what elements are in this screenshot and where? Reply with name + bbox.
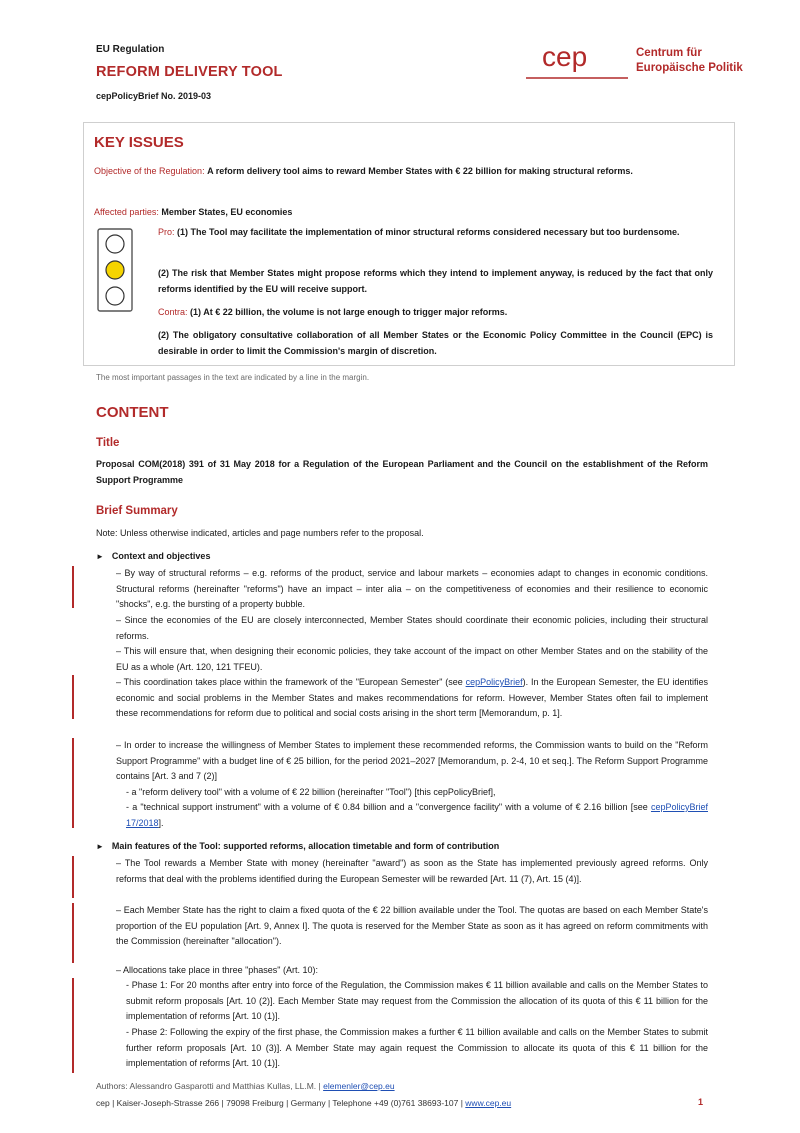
list-item: – This will ensure that, when designing their economic policies, they take account of the impact on other Member States and on the stability of the EU as a whole (Art. 120, 121 TFEU). — [116, 646, 709, 672]
margin-bar — [72, 903, 74, 963]
phase-item: - Phase 2: Following the expiry of the first phase, the Commission makes a further € 11 billion available and calls on the Member States to submit further reform proposals [Art. 10 (3)]. A Member State may again request the Commission to allocate its quota of this € 11 billion for the implementation of reforms [Art. 10 (1)]. — [126, 1027, 708, 1069]
traffic-light-icon — [97, 228, 133, 312]
list-item-text: ). In the European Semester, the EU identifies economic and social problems in the Member States and makes recommendations for reform. However, Member States often fail to implement these recommendations for reform due to political and social costs arising in the short term [Memorandum, p. 1]. — [116, 677, 709, 719]
brief-summary-heading: Brief Summary — [96, 505, 178, 517]
list-item: – Allocations take place in three "phases" (Art. 10): — [116, 965, 319, 975]
title-heading: Title — [96, 437, 120, 449]
list-item: – In order to increase the willingness of Member States to implement these recommended reforms, the Commission wants to build on the "Reform Support Programme" with a budget line of € 25 billion, for the period 2021–2027 [Memorandum, p. 2-4, 10 et seq.]. The Reform Support Programme contains [Art. 3 and 7 (2)] — [116, 740, 708, 782]
organization-name — [636, 46, 743, 76]
affected-parties-paragraph — [94, 204, 714, 220]
affected-text: Member States, EU economies — [161, 207, 293, 217]
section-main-features-title: Main features of the Tool: supported reforms, allocation timetable and form of contribution — [111, 841, 500, 851]
list-item: – This coordination takes place within the framework of the "European Semester" (see cepPolicyBrief). In the European Semester, the EU identifies economic and social problems in the Member States and makes recommendations for reform. However, Member States often fail to implement these recommendations for reform due to political and social costs arising in the short term [Memorandum, p. 1]. — [116, 677, 709, 719]
list-item-text: This will ensure that, when designing their economic policies, they take account of the impact on other Member States and on the stability of the EU as a whole (Art. 120, 121 TFEU). — [116, 646, 709, 672]
sub-list-item-text: "technical support instrument" with a volume of € 0.84 billion and a "convergence facility" with a volume of € 2.16 billion [see — [140, 802, 651, 812]
website-link[interactable]: www.cep.eu — [465, 1098, 512, 1108]
list-item: – The Tool rewards a Member State with money (hereinafter "award") as soon as the State has implemented previously agreed reforms. Only reforms that deal with the problems identified during the European Semester will be rewarded [Art. 11 (7), Art. 15 (4)]. — [116, 858, 709, 884]
objective-text: A reform delivery tool aims to reward Member States with € 22 billion for making structural reforms. — [207, 166, 633, 176]
margin-bar — [72, 675, 74, 719]
objective-paragraph — [94, 163, 714, 179]
brief-number: cepPolicyBrief No. 2019-03 — [96, 91, 212, 101]
traffic-light-top — [106, 235, 124, 253]
footer-address — [96, 1098, 511, 1108]
document-title: REFORM DELIVERY TOOL — [96, 64, 283, 80]
pro-paragraph-1 — [158, 224, 713, 240]
sub-list-item-text: ]. — [158, 817, 164, 828]
proposal-title: Proposal COM(2018) 391 of 31 May 2018 for a Regulation of the European Parliament and the Council on the establishment of the Reform Support Programme — [96, 459, 708, 485]
traffic-light-middle — [106, 261, 124, 279]
pro-text-1: (1) The Tool may facilitate the implementation of minor structural reforms considered necessary but too burdensome. — [177, 227, 680, 237]
list-item-text: The Tool rewards a Member State with money (hereinafter "award") as soon as the State has implemented previously agreed reforms. Only reforms that deal with the problems identified during the European Semester will be rewarded [Art. 11 (7), Art. 15 (4)]. — [116, 858, 709, 884]
margin-bar — [72, 566, 74, 608]
margin-bar — [72, 856, 74, 898]
address-text: cep | Kaiser-Joseph-Strasse 266 | 79098 Freiburg | Germany | Telephone +49 (0)761 38693-107 | — [96, 1098, 466, 1108]
section-main-features-heading — [96, 841, 499, 851]
list-item-text: In order to increase the willingness of Member States to implement these recommended reforms, the Commission wants to build on the "Reform Support Programme" with a budget line of € 25 billion, for the period 2021–2027 [Memorandum, p. 2-4, 10 et seq.]. The Reform Support Programme contains [Art. 3 and 7 (2)] — [116, 740, 708, 782]
author-email-link[interactable]: elemenler@cep.eu — [323, 1081, 395, 1091]
section-context-heading — [96, 551, 210, 561]
authors-text: Authors: Alessandro Gasparotti and Matthias Kullas, LL.M. | — [96, 1081, 324, 1091]
contra-text-1: (1) At € 22 billion, the volume is not large enough to trigger major reforms. — [190, 307, 508, 317]
cep-policy-brief-link[interactable]: cepPolicyBrief — [465, 677, 523, 687]
phase-item: - Phase 1: For 20 months after entry into force of the Regulation, the Commission makes € 11 billion available and calls on the Member States to submit reform proposals [Art. 10 (2)]. Each Member State may request from the Commission the allocation of its quota of this € 11 billion for the implementation of reforms [Art. 10 (1)]. — [126, 980, 708, 1022]
list-item-text: Allocations take place in three "phases" (Art. 10): — [123, 965, 319, 975]
page-number: 1 — [698, 1097, 704, 1107]
margin-note: The most important passages in the text are indicated by a line in the margin. — [96, 373, 370, 382]
cep-policy-brief-17-2018-link[interactable]: cepPolicyBrief 17/2018 — [126, 802, 708, 828]
pro-label: Pro: — [158, 227, 175, 237]
content-heading: CONTENT — [96, 404, 169, 421]
section-context-title: Context and objectives — [111, 551, 211, 561]
phase-item-text: Phase 1: For 20 months after entry into force of the Regulation, the Commission makes € 11 billion available and calls on the Member States to submit reform proposals [Art. 10 (2)]. Each Member State may request from the Commission the allocation of its quota of this € 11 billion for the implementation of reforms [Art. 10 (1)]. — [126, 980, 708, 1022]
list-item: – Each Member State has the right to claim a fixed quota of the € 22 billion available under the Tool. The quotas are based on each Member State's proportion of the EU population [Art. 9, Annex I]. The quota is reserved for the Member State as soon as it has agreed on reform commitments with the Commission (hereinafter "allocation"). — [116, 905, 708, 947]
list-item-text: This coordination takes place within the framework of the "European Semester" (see — [123, 677, 466, 687]
list-item: – Since the economies of the EU are closely interconnected, Member States should coordinate their economic policies, including their structural reforms. — [116, 615, 709, 641]
footer-authors — [96, 1081, 395, 1091]
sub-list-item: - a "reform delivery tool" with a volume of € 22 billion (hereinafter "Tool") [this cepPolicyBrief], — [126, 787, 496, 797]
key-issues-heading: KEY ISSUES — [94, 134, 184, 151]
org-name-line1: Centrum für — [636, 47, 702, 59]
margin-bar — [72, 978, 74, 1073]
traffic-light-bottom — [106, 287, 124, 305]
document-series: EU Regulation — [96, 44, 165, 55]
objective-label: Objective of the Regulation: — [94, 166, 205, 176]
logo-text: cep — [542, 41, 588, 72]
contra-label: Contra: — [158, 307, 188, 317]
list-item: – By way of structural reforms – e.g. reforms of the product, service and labour markets – economies adapt to changes in economic conditions. Structural reforms (hereinafter "reforms") have an impact – inter alia – on the competitiveness of economies and their resilience to economic "shocks", e.g. the bursting of a property bubble. — [116, 568, 708, 610]
pro-paragraph-2: (2) The risk that Member States might propose reforms which they intend to implement anyway, is reduced by the fact that only reforms identified by the EU will receive support. — [158, 268, 713, 294]
list-item-text: By way of structural reforms – e.g. reforms of the product, service and labour markets – economies adapt to changes in economic conditions. Structural reforms (hereinafter "reforms") have an impact – inter alia – on the competitiveness of economies and their resilience to economic "shocks", e.g. the bursting of a property bubble. — [116, 568, 708, 610]
list-item-text: Each Member State has the right to claim a fixed quota of the € 22 billion available under the Tool. The quotas are based on each Member State's proportion of the EU population [Art. 9, Annex I]. The quota is reserved for the Member State as soon as it has agreed on reform commitments with the Commission (hereinafter "allocation"). — [116, 905, 708, 947]
bullet-arrow-icon: ► — [96, 552, 104, 561]
sub-list-item-text: "reform delivery tool" with a volume of € 22 billion (hereinafter "Tool") [this cepPolicyBrief], — [139, 787, 496, 797]
affected-label: Affected parties: — [94, 207, 159, 217]
cep-logo — [524, 40, 630, 84]
org-name-line2: Europäische Politik — [636, 62, 743, 74]
summary-note: Note: Unless otherwise indicated, articles and page numbers refer to the proposal. — [96, 528, 424, 538]
sub-list-item: - a "technical support instrument" with a volume of € 0.84 billion and a "convergence facility" with a volume of € 2.16 billion [see cepPolicyBrief 17/2018]. — [126, 802, 708, 828]
contra-paragraph-2: (2) The obligatory consultative collaboration of all Member States or the Economic Policy Committee in the Council (EPC) is desirable in order to limit the Commission's margin of discretion. — [158, 330, 713, 356]
contra-paragraph-1 — [158, 304, 713, 320]
margin-bar — [72, 738, 74, 828]
phase-item-text: Phase 2: Following the expiry of the first phase, the Commission makes a further € 11 billion available and calls on the Member States to submit further reform proposals [Art. 10 (3)]. A Member State may again request the Commission to allocate its quota of this € 11 billion for the implementation of reforms [Art. 10 (1)]. — [126, 1027, 708, 1069]
bullet-arrow-icon: ► — [96, 842, 104, 851]
list-item-text: Since the economies of the EU are closely interconnected, Member States should coordinate their economic policies, including their structural reforms. — [116, 615, 709, 641]
